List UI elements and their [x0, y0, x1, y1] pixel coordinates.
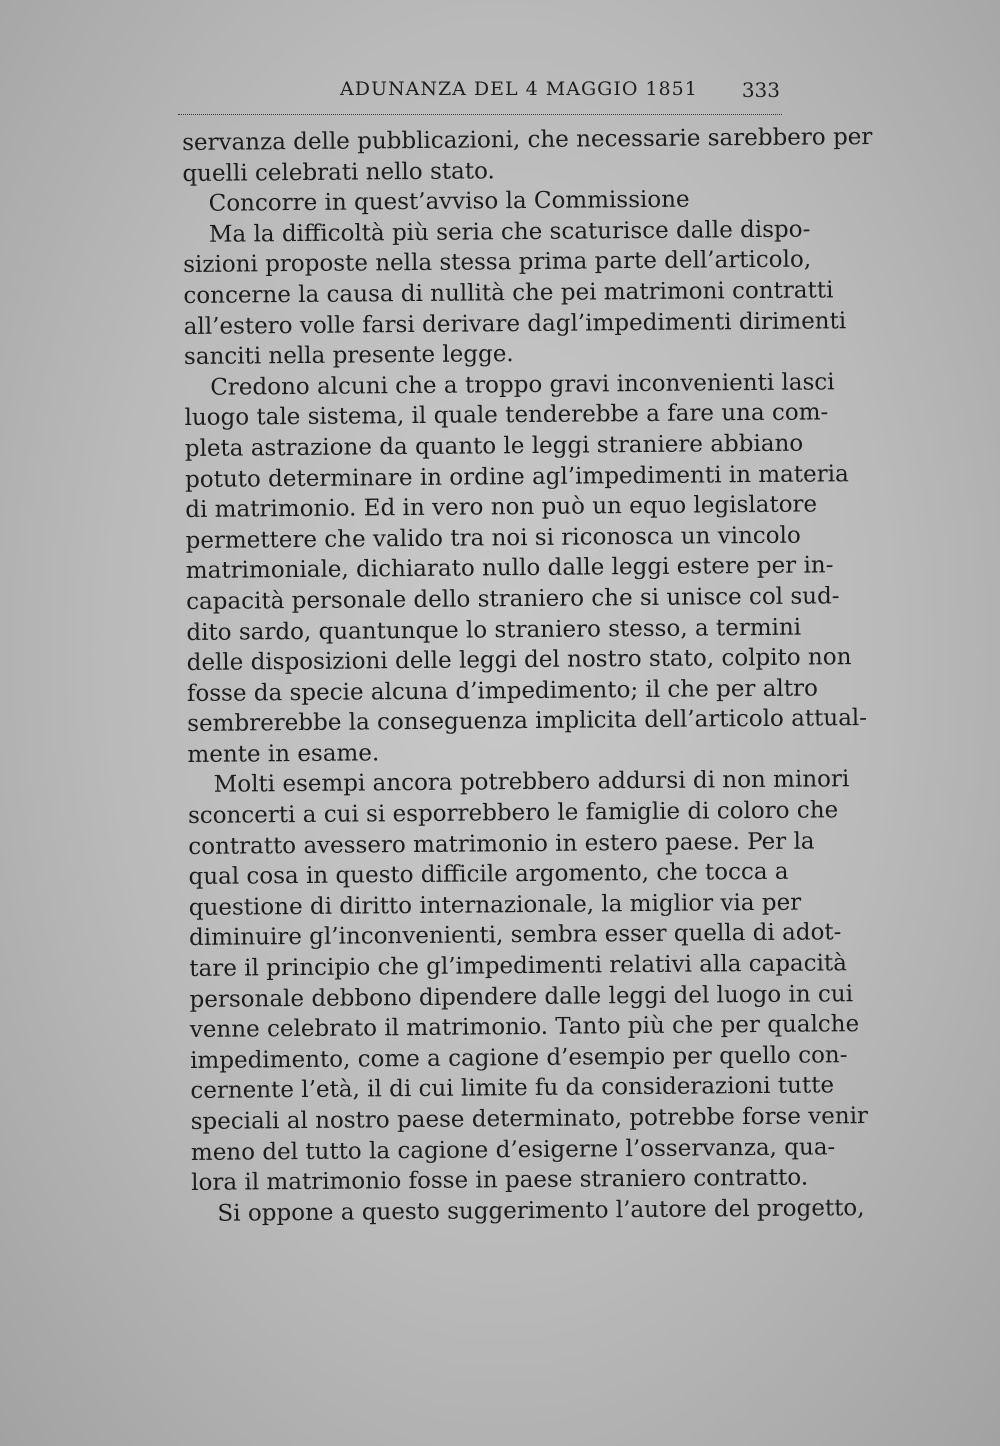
text-line: Si oppone a questo suggerimento l’autore del progetto, [217, 1194, 865, 1227]
page-number: 333 [741, 78, 780, 102]
text-line: lora il matrimonio fosse in paese straniero contratto. [191, 1164, 809, 1197]
text-line: quelli celebrati nello stato. [182, 157, 495, 187]
body-text [182, 123, 873, 1230]
text-line: sconcerti a cui si esporrebbero le famiglie di coloro che [187, 797, 839, 830]
page-header [180, 78, 780, 112]
text-line: sembrerebbe la conseguenza implicita dell’articolo attual- [187, 705, 868, 738]
text-line: qual cosa in questo difficile argomento, che tocca a [188, 858, 789, 891]
text-line: permettere che valido tra noi si riconosca un vincolo [185, 522, 801, 554]
text-line: diminuire gl’inconvenienti, sembra esser quella di adot- [188, 919, 842, 952]
text-line: delle disposizioni delle leggi del nostro stato, colpito non [186, 644, 852, 677]
text-line: luogo tale sistema, il quale tenderebbe a fare una com- [184, 399, 829, 432]
text-line: concerne la causa di nullità che pei matrimoni contratti [183, 277, 834, 309]
text-line: sanciti nella presente legge. [183, 341, 514, 371]
text-line: di matrimonio. Ed in vero non può un equo legislatore [185, 491, 818, 524]
text-line: Molti esempi ancora potrebbero addursi di non minori [213, 766, 850, 799]
text-line: matrimoniale, dichiarato nullo dalle leggi estere per in- [185, 552, 834, 585]
text-line: Ma la difficoltà più seria che scaturisce dalle dispo- [208, 216, 811, 248]
text-line: fosse da specie alcuna d’impedimento; il che per altro [186, 675, 818, 707]
text-line: questione di diritto internazionale, la miglior via per [188, 889, 802, 921]
text-line: venne celebrato il matrimonio. Tanto più che per qualche [189, 1011, 860, 1044]
text-line: potuto determinare in ordine agl’impedimenti in materia [184, 460, 849, 493]
text-line: speciali al nostro paese determinato, potrebbe forse venir [190, 1103, 869, 1135]
text-line: dito sardo, quantunque lo straniero stesso, a termini [186, 614, 802, 646]
text-line: servanza delle pubblicazioni, che necessarie sarebbero per [182, 123, 873, 156]
text-line: cernente l’età, il di cui limite fu da considerazioni tutte [190, 1072, 835, 1105]
text-line: Credono alcuni che a troppo gravi inconvenienti lasci [210, 369, 835, 401]
running-head: ADUNANZA DEL 4 MAGGIO 1851 [340, 78, 698, 100]
text-line: mente in esame. [187, 740, 380, 768]
text-line: all’estero volle farsi derivare dagl’impedimenti dirimenti [183, 307, 847, 340]
text-line: capacità personale dello straniero che si unisce col sud- [186, 583, 840, 615]
text-line: tare il principio che gl’impedimenti relativi alla capacità [189, 950, 848, 982]
text-line: meno del tutto la cagione d’esigerne l’osservanza, qua- [190, 1133, 836, 1166]
text-line: personale debbono dipendere dalle leggi del luogo in cui [189, 980, 854, 1013]
text-line: Concorre in quest’avviso la Commissione [208, 186, 690, 217]
text-line: pleta astrazione da quanto le leggi straniere abbiano [184, 430, 804, 462]
text-line: sizioni proposte nella stessa prima parte dell’articolo, [183, 246, 812, 279]
header-rule [178, 114, 782, 115]
text-line: impedimento, come a cagione d’esempio per quello con- [190, 1042, 848, 1074]
text-line: contratto avessero matrimonio in estero paese. Per la [188, 828, 815, 860]
